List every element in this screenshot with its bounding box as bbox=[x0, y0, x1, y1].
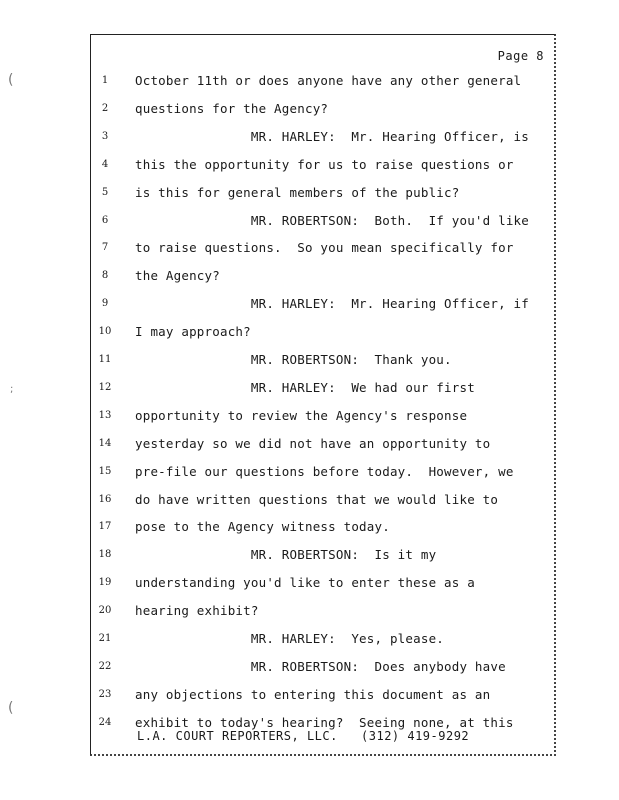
line-text: MR. HARLEY: Yes, please. bbox=[135, 631, 445, 646]
transcript-line bbox=[91, 659, 551, 679]
line-number: 19 bbox=[98, 577, 112, 589]
line-text: to raise questions. So you mean specifically for bbox=[135, 240, 514, 256]
transcript-line bbox=[91, 268, 551, 288]
page-number: Page 8 bbox=[497, 49, 544, 63]
line-text: MR. ROBERTSON: Thank you. bbox=[135, 352, 452, 367]
line-number: 14 bbox=[98, 437, 112, 449]
line-number: 21 bbox=[98, 633, 112, 644]
transcript-line bbox=[91, 603, 551, 623]
transcript-line bbox=[91, 492, 551, 512]
line-text: is this for general members of the public? bbox=[135, 184, 460, 200]
line-text: MR. ROBERTSON: Both. If you'd like bbox=[135, 212, 530, 228]
transcript-line bbox=[91, 436, 551, 456]
line-text: yesterday so we did not have an opportunity to bbox=[135, 435, 491, 451]
line-text: pose to the Agency witness today. bbox=[135, 519, 390, 535]
transcript-line bbox=[91, 73, 551, 93]
line-number: 22 bbox=[98, 660, 112, 672]
line-text: understanding you'd like to enter these as a bbox=[135, 575, 475, 591]
transcript-line bbox=[91, 464, 551, 484]
line-number: 16 bbox=[98, 493, 112, 505]
transcript-line bbox=[91, 296, 551, 316]
line-text: I may approach? bbox=[135, 324, 251, 340]
transcript-line bbox=[91, 631, 551, 651]
transcript-line bbox=[91, 519, 551, 539]
line-text: MR. ROBERTSON: Is it my bbox=[135, 547, 437, 563]
transcript-line bbox=[91, 380, 551, 400]
line-number: 2 bbox=[101, 102, 109, 114]
transcript-page bbox=[90, 34, 556, 756]
line-number: 18 bbox=[98, 549, 112, 561]
line-text: MR. HARLEY: We had our first bbox=[135, 379, 475, 395]
line-number: 24 bbox=[98, 716, 112, 728]
line-number: 6 bbox=[101, 214, 109, 226]
line-text: October 11th or does anyone have any other general bbox=[135, 73, 522, 88]
line-text: MR. HARLEY: Mr. Hearing Officer, if bbox=[135, 296, 530, 312]
line-text: the Agency? bbox=[135, 268, 220, 284]
transcript-line bbox=[91, 213, 551, 233]
scan-artifact-mark: ( bbox=[8, 700, 14, 716]
line-number: 20 bbox=[98, 605, 112, 617]
line-number: 3 bbox=[101, 130, 109, 142]
line-text: exhibit to today's hearing? Seeing none, at this bbox=[135, 714, 514, 730]
line-text: hearing exhibit? bbox=[135, 603, 259, 619]
line-text: MR. HARLEY: Mr. Hearing Officer, is bbox=[135, 128, 530, 144]
transcript-line bbox=[91, 547, 551, 567]
transcript-line bbox=[91, 157, 551, 177]
line-number: 7 bbox=[101, 242, 109, 254]
transcript-line bbox=[91, 575, 551, 595]
line-text: do have written questions that we would like to bbox=[135, 491, 499, 507]
line-number: 23 bbox=[98, 688, 112, 700]
line-text: questions for the Agency? bbox=[135, 100, 329, 116]
line-number: 4 bbox=[101, 158, 109, 170]
transcript-line bbox=[91, 352, 551, 372]
transcript-line bbox=[91, 240, 551, 260]
line-text: any objections to entering this document as an bbox=[135, 686, 491, 702]
transcript-line bbox=[91, 101, 551, 121]
line-text: MR. ROBERTSON: Does anybody have bbox=[135, 658, 506, 674]
line-text: opportunity to review the Agency's response bbox=[135, 407, 468, 423]
transcript-line bbox=[91, 324, 551, 344]
line-number: 15 bbox=[98, 465, 112, 477]
line-number: 1 bbox=[101, 75, 109, 86]
line-text: this the opportunity for us to raise questions or bbox=[135, 156, 514, 172]
line-number: 11 bbox=[98, 354, 112, 365]
transcript-line bbox=[91, 408, 551, 428]
page-footer: L.A. COURT REPORTERS, LLC. (312) 419-9292 bbox=[137, 729, 470, 743]
transcript-line bbox=[91, 185, 551, 205]
transcript-line bbox=[91, 129, 551, 149]
line-number: 8 bbox=[101, 270, 109, 282]
line-number: 9 bbox=[101, 298, 109, 310]
scan-artifact-mark: ; bbox=[10, 384, 14, 395]
transcript-line bbox=[91, 687, 551, 707]
line-number: 10 bbox=[98, 326, 112, 338]
scan-artifact-mark: ( bbox=[8, 72, 14, 88]
line-text: pre-file our questions before today. However, we bbox=[135, 463, 514, 479]
line-number: 17 bbox=[98, 521, 112, 533]
line-number: 13 bbox=[98, 409, 112, 421]
line-number: 5 bbox=[101, 186, 109, 198]
line-number: 12 bbox=[98, 381, 112, 393]
